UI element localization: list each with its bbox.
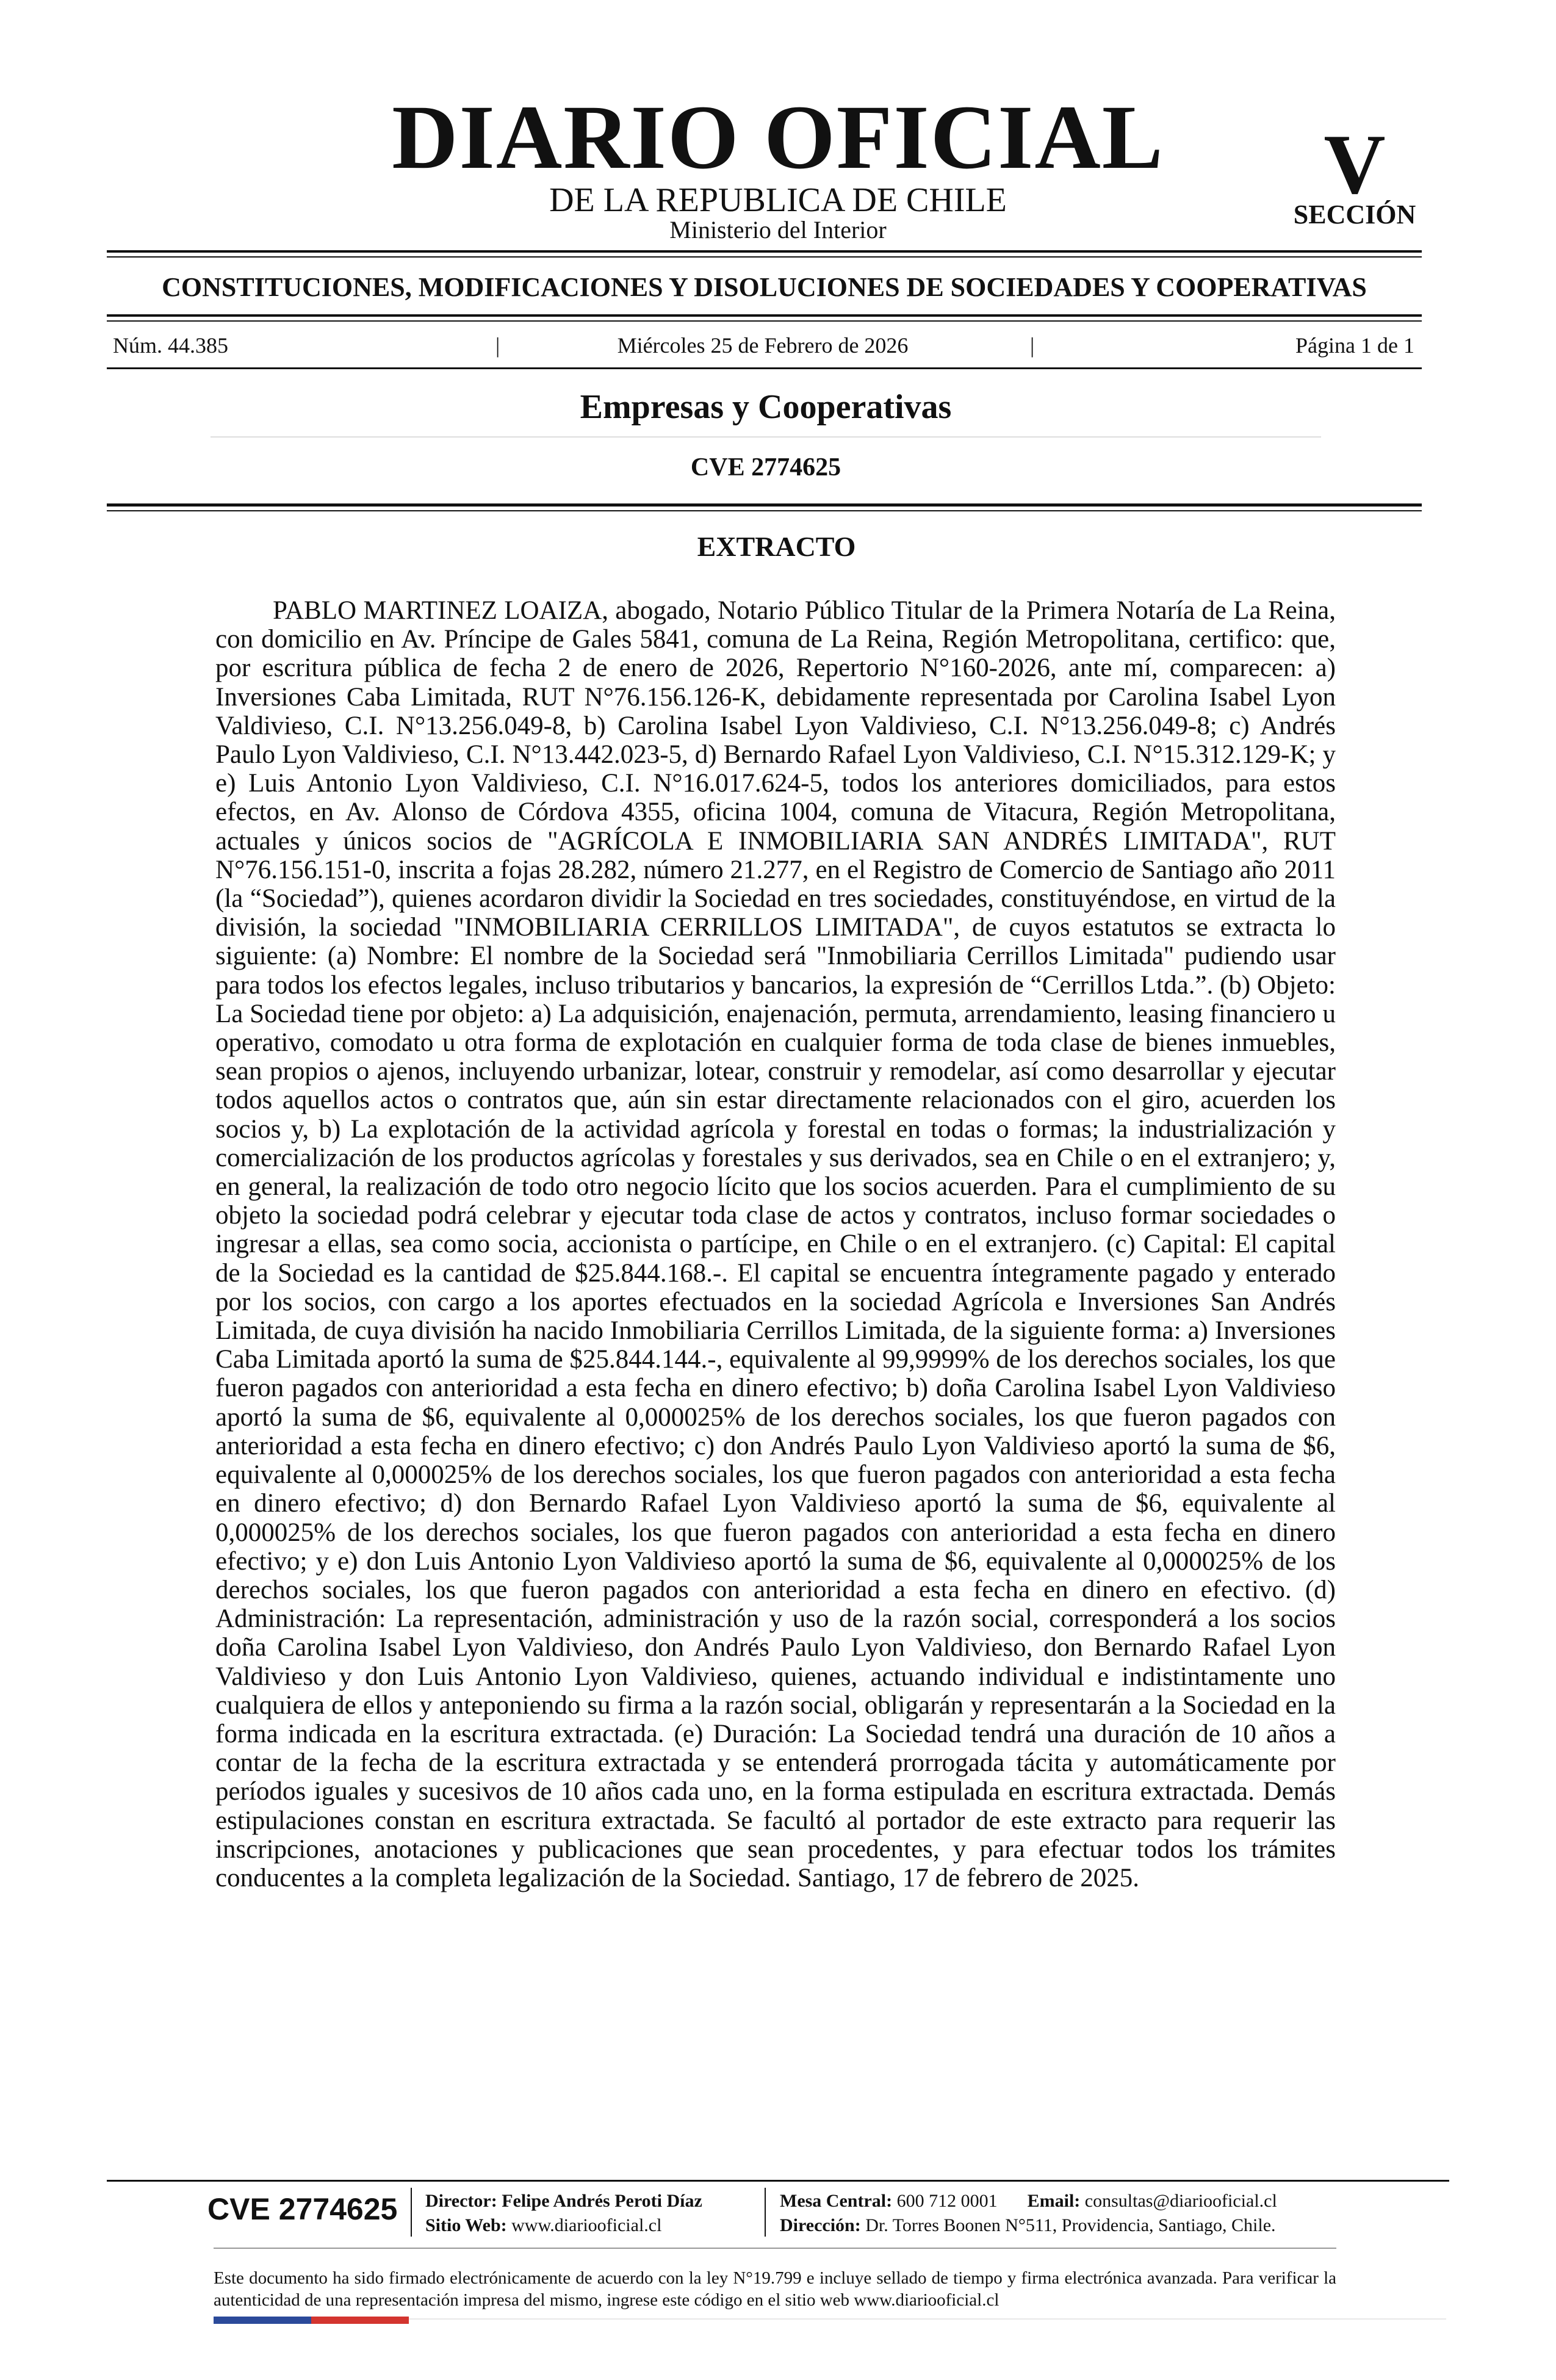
- header-rule-thick: [107, 503, 1422, 507]
- website-label: Sitio Web:: [425, 2215, 507, 2235]
- extract-body: PABLO MARTINEZ LOAIZA, abogado, Notario Público Titular de la Primera Notaría de La Reina, con domicilio en Av. Príncipe de Gales 5841, comuna de La Reina, Región Metropolitana, certifico: que, por escritura pública de fecha 2 de enero de 2026, Repertorio N°160-2026, ante mí, comparecen: a) Inversiones Caba Limitada, RUT N°76.156.126-K, debidamente representada por Carolina Isabel Lyon Valdivieso, C.I. N°13.256.049-8, b) Carolina Isabel Lyon Valdivieso, C.I. N°13.256.049-8; c) Andrés Paulo Lyon Valdivieso, C.I. N°13.442.023-5, d) Bernardo Rafael Lyon Valdivieso, C.I. N°15.312.129-K; y e) Luis Antonio Lyon Valdivieso, C.I. N°16.017.624-5, todos los anteriores domiciliados, para estos efectos, en Av. Alonso de Córdova 4355, oficina 1004, comuna de Vitacura, Región Metropolitana, actuales y únicos socios de "AGRÍCOLA E INMOBILIARIA SAN ANDRÉS LIMITADA", RUT N°76.156.151-0, inscrita a fojas 28.282, número 21.277, en el Registro de Comercio de Santiago año 2011 (la “Sociedad”), quienes acordaron dividir la Sociedad en tres sociedades, constituyéndose, en virtud de la división, la sociedad "INMOBILIARIA CERRILLOS LIMITADA", de cuyos estatutos se extracta lo siguiente: (a) Nombre: El nombre de la Sociedad será "Inmobiliaria Cerrillos Limitada" pudiendo usar para todos los efectos legales, incluso tributarios y bancarios, la expresión de “Cerrillos Ltda.”. (b) Objeto: La Sociedad tiene por objeto: a) La adquisición, enajenación, permuta, arrendamiento, leasing financiero u operativo, comodato u otra forma de explotación en cualquier forma de toda clase de bienes inmuebles, sean propios o ajenos, incluyendo urbanizar, lotear, construir y remodelar, así como desarrollar y ejecutar todos aquellos actos o contratos que, aún sin estar directamente relacionados con el giro, acuerden los socios y, b) La explotación de la actividad agrícola y forestal en todas o formas; la industrialización y comercialización de los productos agrícolas y forestales y sus derivados, sea en Chile o en el extranjero; y, en general, la realización de todo otro negocio lícito que los socios acuerden. Para el cumplimiento de su objeto la sociedad podrá celebrar y ejecutar toda clase de actos y contratos, incluso formar sociedades o ingresar a ellas, sea como socia, accionista o partícipe, en Chile o en el extranjero. (c) Capital: El capital de la Sociedad es la cantidad de $25.844.168.-. El capital se encuentra íntegramente pagado y enterado por los socios, con cargo a los aportes efectuados en la sociedad Agrícola e Inversiones San Andrés Limitada, de cuya división ha nacido Inmobiliaria Cerrillos Limitada, de la siguiente forma: a) Inversiones Caba Limitada aportó la suma de $25.844.144.-, equivalente al 99,9999% de los derechos sociales, los que fueron pagados con anterioridad a esta fecha en dinero efectivo; b) doña Carolina Isabel Lyon Valdivieso aportó la suma de $6, equivalente al 0,000025% de los derechos sociales, los que fueron pagados con anterioridad a esta fecha en dinero efectivo; c) don Andrés Paulo Lyon Valdivieso aportó la suma de $6, equivalente al 0,000025% de los derechos sociales, los que fueron pagados con anterioridad a esta fecha en dinero efectivo; d) don Bernardo Rafael Lyon Valdivieso aportó la suma de $6, equivalente al 0,000025% de los derechos sociales, los que fueron pagados con anterioridad a esta fecha en dinero efectivo; y e) don Luis Antonio Lyon Valdivieso aportó la suma de $6, equivalente al 0,000025% de los derechos sociales, los que fueron pagados con anterioridad a esta fecha en dinero en efectivo. (d) Administración: La representación, administración y uso de la razón social, corresponderá a los socios doña Carolina Isabel Lyon Valdivieso, don Andrés Paulo Lyon Valdivieso, don Bernardo Rafael Lyon Valdivieso y don Luis Antonio Lyon Valdivieso, quienes, actuando individual e indistintamente uno cualquiera de ellos y anteponiendo su firma a la razón social, obligarán y representarán a la Sociedad en la forma indicada en la escritura extractada. (e) Duración: La Sociedad tendrá una duración de 10 años a contar de la fecha de la escritura extractada y se entenderá prorrogada tácita y automáticamente por períodos iguales y sucesivos de 10 años cada uno, en la forma estipulada en escritura extractada. Demás estipulaciones constan en escritura extractada. Se facultó al portador de este extracto para requerir las inscripciones, anotaciones y publicaciones que sean procedentes, y para efectuar todos los trámites conducentes a la completa legalización de la Sociedad. Santiago, 17 de febrero de 2025.: [215, 596, 1336, 1892]
- address-label: Dirección:: [780, 2215, 861, 2235]
- director-name: Felipe Andrés Peroti Díaz: [502, 2191, 702, 2211]
- newspaper-subtitle: DE LA REPUBLICA DE CHILE: [549, 181, 1007, 219]
- flag-stripe-blue: [214, 2317, 311, 2324]
- category-banner: CONSTITUCIONES, MODIFICACIONES Y DISOLUCIONES DE SOCIEDADES Y COOPERATIVAS: [162, 272, 1367, 302]
- section-label: SECCIÓN: [1293, 200, 1416, 229]
- page-indicator: Página 1 de 1: [1295, 333, 1414, 358]
- header-rule-thin: [107, 510, 1422, 511]
- footer-cve-code: CVE 2774625: [207, 2192, 398, 2226]
- footer-rule-lower: [214, 2248, 1336, 2249]
- banner-rule-thin: [107, 320, 1422, 322]
- ministry-label: Ministerio del Interior: [669, 216, 887, 243]
- phone-number: 600 712 0001: [896, 2191, 998, 2211]
- flag-stripe-line: [409, 2318, 1446, 2320]
- issue-date: Miércoles 25 de Febrero de 2026: [617, 333, 909, 358]
- website-link[interactable]: www.diariooficial.cl: [511, 2215, 662, 2235]
- issue-separator: |: [1030, 333, 1035, 358]
- phone-label: Mesa Central:: [780, 2191, 893, 2211]
- top-rule-thin: [107, 256, 1422, 258]
- cve-code: CVE 2774625: [690, 453, 841, 481]
- extract-title: EXTRACTO: [697, 531, 856, 562]
- email-label: Email:: [1027, 2191, 1081, 2211]
- footer-rule: [107, 2180, 1449, 2182]
- email-link[interactable]: consultas@diariooficial.cl: [1084, 2191, 1277, 2211]
- signature-note: Este documento ha sido firmado electrónicamente de acuerdo con la ley N°19.799 e incluye sellado de tiempo y firma electrónica avanzada. Para verificar la autenticidad de una representación impresa del mismo, ingrese este código en el sitio web www.diariooficial.cl: [214, 2268, 1336, 2310]
- newspaper-title: DIARIO OFICIAL: [392, 87, 1164, 188]
- footer-divider: [765, 2188, 766, 2237]
- section-name: Empresas y Cooperativas: [580, 388, 952, 426]
- address-text: Dr. Torres Boonen N°511, Providencia, Santiago, Chile.: [865, 2215, 1276, 2235]
- issue-number: Núm. 44.385: [113, 333, 228, 358]
- issue-separator: |: [495, 333, 500, 358]
- footer-divider: [411, 2188, 412, 2237]
- footer-website: [425, 2214, 661, 2237]
- footer-address: [780, 2214, 1276, 2237]
- flag-stripe-red: [311, 2317, 409, 2324]
- director-label: Director:: [425, 2191, 497, 2211]
- section-divider: [211, 436, 1321, 438]
- footer-director: [425, 2190, 702, 2213]
- info-rule: [107, 367, 1422, 369]
- top-rule-thick: [107, 250, 1422, 253]
- banner-rule-thick: [107, 314, 1422, 317]
- section-numeral: V: [1324, 117, 1386, 212]
- footer-contact: [780, 2190, 1277, 2213]
